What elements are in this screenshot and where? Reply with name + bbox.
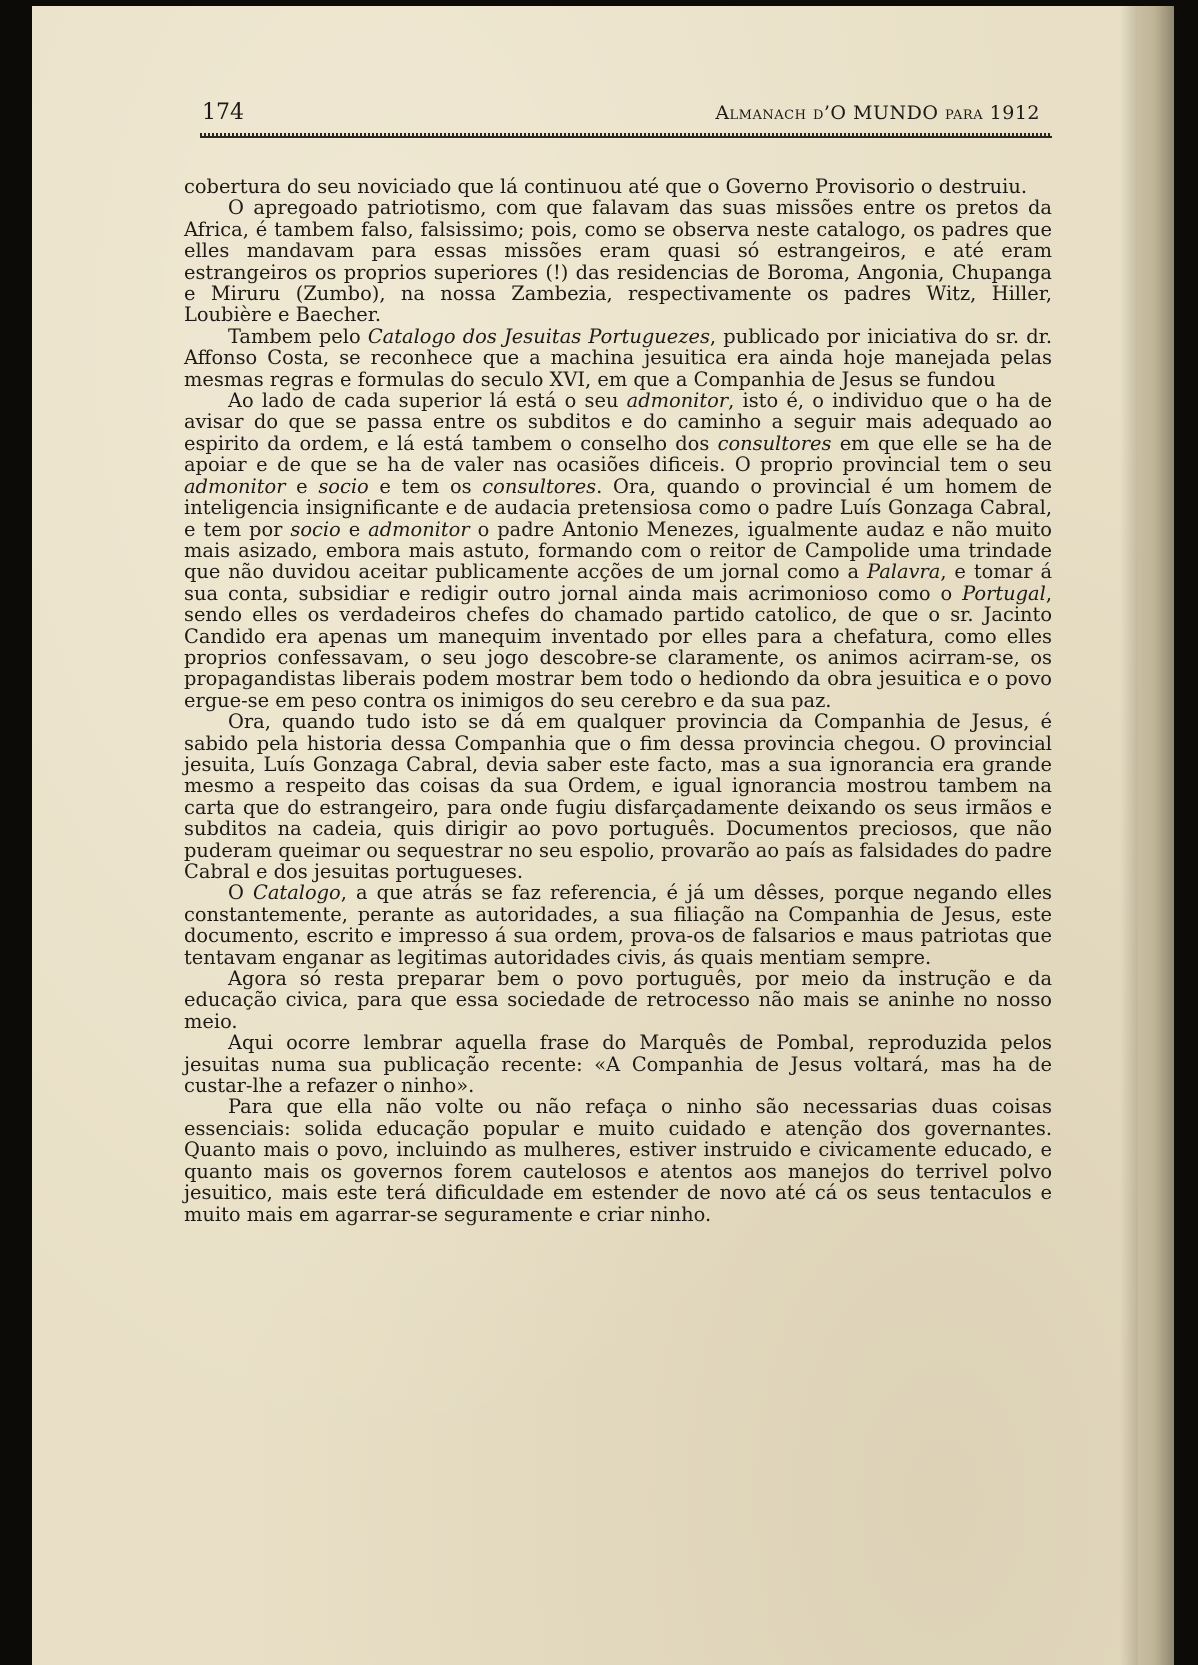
paragraph [184,968,1052,1032]
paragraph [184,1032,1052,1096]
text-run: O [228,881,254,905]
paragraph [184,1096,1052,1224]
text-run: , publicado por iniciativa do sr. dr. Affonso Costa, se reconhece que a machina jesuitica era ainda hoje manejada pelas mesmas regras e formulas do seculo XVI, em que a Companhia de Jesus se fundou [184,324,1052,391]
paragraph [184,390,1052,711]
paragraph [184,882,1052,968]
italic-text-run: socio [318,474,369,498]
page-header [200,100,1042,130]
italic-text-run: Catalogo dos Jesuitas Portuguezes [367,324,710,348]
text-run: , e tomar á sua conta, subsidiar e redigir outro jornal ainda mais acrimonioso como o [184,560,1053,605]
text-run: Ora, quando tudo isto se dá em qualquer provincia da Companhia de Jesus, é sabido pela historia dessa Companhia que o fim dessa provincia chegou. O provincial jesuita, Luís Gonzaga Cabral, devia saber este facto, mas a sua ignorancia era grande mesmo a respeito das coisas da sua Ordem, e igual ignorancia mostrou tambem na carta que do estrangeiro, para onde fugiu disfarçadamente deixando os seus irmãos e subditos na cadeia, quis dirigir ao povo português. Documentos preciosos, que não puderam queimar ou sequestrar no seu espolio, provarão ao país as falsidades do padre Cabral e dos jesuitas portugueses. [184,710,1052,883]
paragraph [184,176,1052,197]
text-run: e [340,517,369,541]
text-run: Agora só resta preparar bem o povo português, por meio da instrução e da educação civica, para que essa sociedade de retrocesso não mais se aninhe no nosso meio. [184,967,1052,1033]
italic-text-run: Catalogo [253,881,341,905]
italic-text-run: admonitor [368,517,470,541]
text-run: Para que ella não volte ou não refaça o ninho são necessarias duas coisas essenciais: solida educação popular e muito cuidado e atenção dos governantes. Quanto mais o povo, incluindo as mulheres, estiver instruido e civicamente educado, e quanto mais os governos forem cautelosos e atentos aos manejos do terrivel polvo jesuitico, mais este terá dificuldade em estender de novo até cá os seus tentaculos e muito mais em agarrar-se seguramente e criar ninho. [184,1095,1052,1226]
page-number: 174 [202,100,244,125]
paragraph [184,711,1052,882]
italic-text-run: consultores [717,431,832,455]
italic-text-run: consultores [482,474,597,498]
running-title: Almanach d’O MUNDO para 1912 [715,102,1040,124]
italic-text-run: socio [290,517,341,541]
text-run: Ao lado de cada superior lá está o seu [228,389,627,413]
italic-text-run: admonitor [626,389,729,413]
header-rule [200,133,1052,138]
text-run: o padre Antonio Menezes, igualmente audaz e não muito mais asizado, embora mais astuto, formando com o reitor de Campolide uma trindade que não duvidou aceitar publicamente acções de um jornal como a [184,517,1052,584]
text-run: O apregoado patriotismo, com que falavam das suas missões entre os pretos da Africa, é tambem falso, falsissimo; pois, como se observa neste catalogo, os padres que elles mandavam para essas missões eram quasi só estrangeiros, e até eram estrangeiros os proprios superiores (!) das residencias de Boroma, Angonia, Chupanga e Miruru (Zumbo), na nossa Zambezia, respectivamente os padres Witz, Hiller, Loubière e Baecher. [184,196,1052,327]
text-run: . Ora, quando o provincial é um homem de inteligencia insignificante e de audacia pretensiosa como o padre Luís Gonzaga Cabral, e tem por [184,474,1052,541]
page-gutter-shadow [1120,6,1138,1665]
page-edge [1138,6,1174,1665]
text-run: , a que atrás se faz referencia, é já um dêsses, porque negando elles constantemente, perante as autoridades, a sua filiação na Companhia de Jesus, este documento, escrito e impresso á sua ordem, prova-os de falsarios e maus patriotas que tentavam enganar as legitimas autoridades civis, ás quais mentiam sempre. [184,881,1053,969]
paragraph [184,326,1052,390]
italic-text-run: Palavra [867,560,941,584]
text-run: , isto é, o individuo que o ha de avisar do que se passa entre os subditos e do caminho a seguir mais adequado ao espirito da ordem, e lá está tambem o conselho dos [184,389,1052,455]
body-text [184,176,1052,1225]
text-run: e tem os [368,474,483,498]
text-run: Tambem pelo [228,324,368,348]
text-run: e [285,474,319,498]
text-run: em que elle se ha de apoiar e de que se ha de valer nas ocasiões dificeis. O proprio provincial tem o seu [184,431,1052,477]
text-run: Aqui ocorre lembrar aquella frase do Marquês de Pombal, reproduzida pelos jesuitas numa sua publicação recente: «A Companhia de Jesus voltará, mas ha de custar-lhe a refazer o ninho». [184,1031,1052,1098]
paragraph [184,197,1052,325]
italic-text-run: admonitor [184,474,286,498]
text-run: cobertura do seu noviciado que lá continuou até que o Governo Provisorio o destruiu. [184,175,1027,198]
italic-text-run: Portugal [962,581,1046,605]
text-run: , sendo elles os verdadeiros chefes do chamado partido catolico, de que o sr. Jacinto Candido era apenas um manequim inventado por elles para a chefatura, como elles proprios confessavam, o seu jogo descobre-se claramente, os animos acirram-se, os propagandistas liberais podem mostrar bem todo o hediondo da obra jesuitica e o povo ergue-se em peso contra os inimigos do seu cerebro e da sua paz. [184,581,1052,712]
